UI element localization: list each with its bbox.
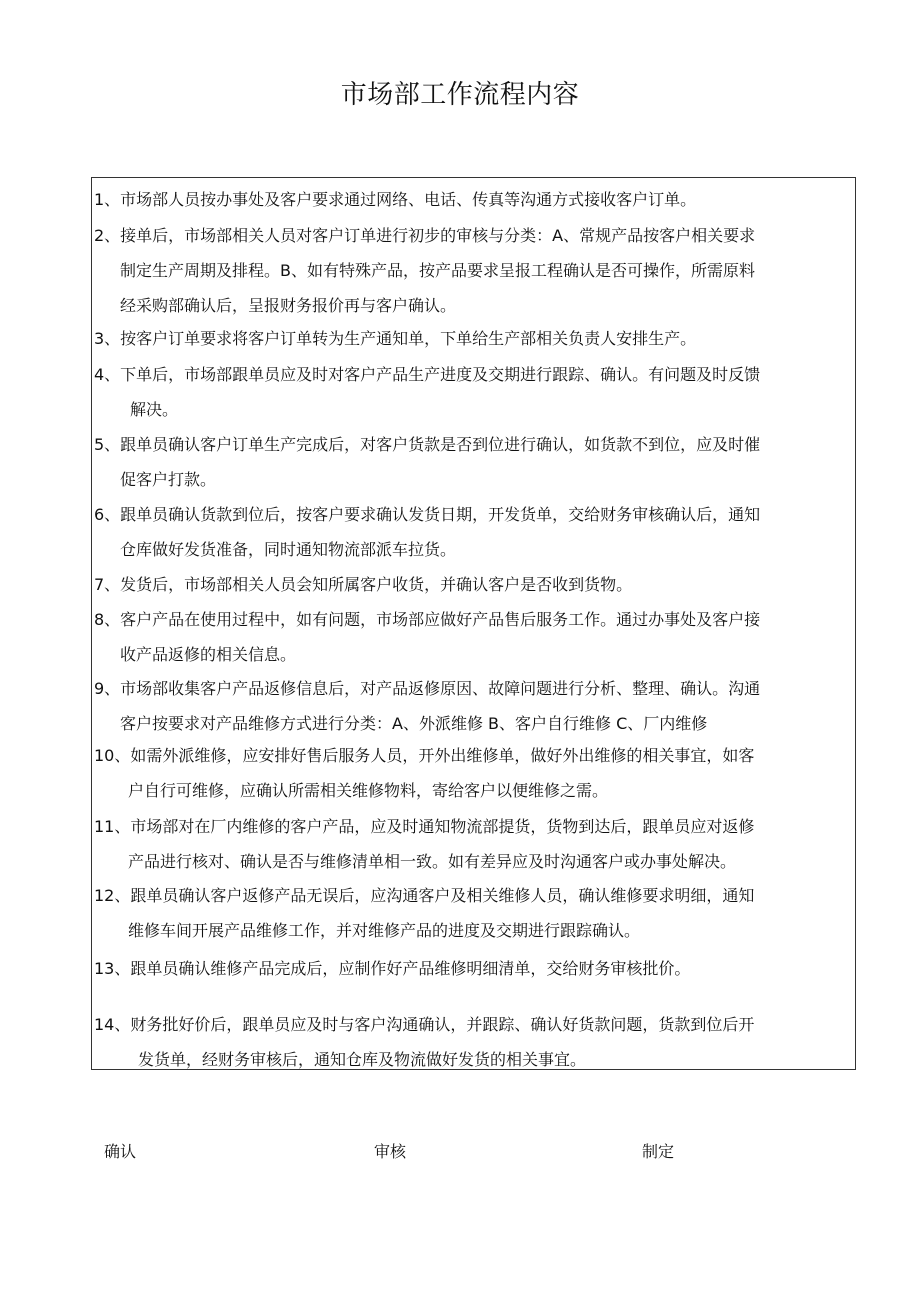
workflow-item-7: [94, 567, 854, 602]
item-text-line: 促客户打款。: [120, 470, 217, 489]
item-text-line: 12、跟单员确认客户返修产品无误后，应沟通客户及相关维修人员，确认维修要求明细，通知: [94, 886, 755, 905]
item-text-line: 2、接单后，市场部相关人员对客户订单进行初步的审核与分类：A、常规产品按客户相关要求: [94, 226, 756, 245]
workflow-item-6: [94, 497, 854, 567]
item-text-line: 13、跟单员确认维修产品完成后，应制作好产品维修明细清单，交给财务审核批价。: [94, 959, 691, 978]
item-text-line: 8、客户产品在使用过程中，如有问题，市场部应做好产品售后服务工作。通过办事处及客户接: [94, 610, 761, 629]
item-text-line: 经采购部确认后，呈报财务报价再与客户确认。: [120, 296, 457, 315]
workflow-item-3: [94, 321, 854, 356]
workflow-content-box: [91, 177, 856, 1070]
item-text-line: 维修车间开展产品维修工作，并对维修产品的进度及交期进行跟踪确认。: [128, 921, 641, 940]
workflow-item-11: [94, 809, 854, 879]
workflow-item-14: [94, 1007, 854, 1077]
workflow-item-2: [94, 218, 854, 323]
item-text-line: 4、下单后，市场部跟单员应及时对客户产品生产进度及交期进行跟踪、确认。有问题及时反馈: [94, 365, 761, 384]
workflow-item-8: [94, 602, 854, 672]
item-text-line: 制定生产周期及排程。B、如有特殊产品，按产品要求呈报工程确认是否可操作，所需原料: [120, 261, 755, 280]
signature-review-label: 审核: [374, 1142, 407, 1161]
item-text-line: 解决。: [130, 400, 179, 419]
item-text-line: 产品进行核对、确认是否与维修清单相一致。如有差异应及时沟通客户或办事处解决。: [128, 852, 737, 871]
item-text-line: 户自行可维修，应确认所需相关维修物料，寄给客户以便维修之需。: [128, 781, 609, 800]
workflow-item-12: [94, 878, 854, 948]
item-text-line: 1、市场部人员按办事处及客户要求通过网络、电话、传真等沟通方式接收客户订单。: [94, 190, 697, 209]
workflow-item-13: [94, 951, 854, 986]
item-text-line: 7、发货后，市场部相关人员会知所属客户收货，并确认客户是否收到货物。: [94, 575, 633, 594]
workflow-item-10: [94, 738, 854, 808]
item-text-line: 11、市场部对在厂内维修的客户产品，应及时通知物流部提货，货物到达后，跟单员应对返修: [94, 817, 755, 836]
item-text-line: 10、如需外派维修，应安排好售后服务人员，开外出维修单，做好外出维修的相关事宜，如客: [94, 746, 755, 765]
workflow-item-5: [94, 427, 854, 497]
item-text-line: 9、市场部收集客户产品返修信息后，对产品返修原因、故障问题进行分析、整理、确认。沟通: [94, 679, 761, 698]
item-text-line: 14、财务批好价后，跟单员应及时与客户沟通确认，并跟踪、确认好货款问题，货款到位后开: [94, 1015, 755, 1034]
workflow-item-4: [94, 357, 854, 427]
signature-confirm-label: 确认: [104, 1142, 137, 1161]
item-text-line: 仓库做好发货准备，同时通知物流部派车拉货。: [120, 540, 457, 559]
item-text-line: 发货单，经财务审核后，通知仓库及物流做好发货的相关事宜。: [138, 1050, 587, 1069]
workflow-item-9: [94, 671, 854, 741]
workflow-item-1: [94, 182, 854, 217]
item-text-line: 5、跟单员确认客户订单生产完成后，对客户货款是否到位进行确认，如货款不到位，应及时催: [94, 435, 761, 454]
item-text-line: 3、按客户订单要求将客户订单转为生产通知单，下单给生产部相关负责人安排生产。: [94, 329, 697, 348]
item-text-line: 6、跟单员确认货款到位后，按客户要求确认发货日期，开发货单，交给财务审核确认后，通知: [94, 505, 761, 524]
item-text-line: 收产品返修的相关信息。: [120, 645, 297, 664]
signature-prepare-label: 制定: [642, 1142, 675, 1161]
document-title: 市场部工作流程内容: [340, 80, 580, 110]
item-text-line: 客户按要求对产品维修方式进行分类：A、外派维修 B、客户自行维修 C、厂内维修: [120, 714, 708, 733]
